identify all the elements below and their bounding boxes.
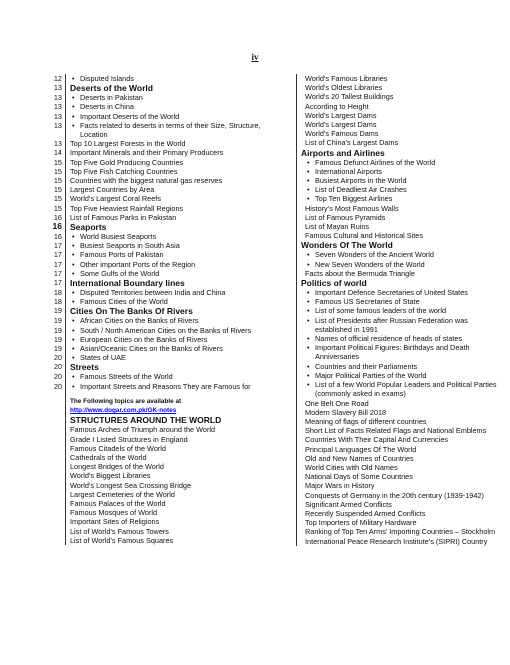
toc-entry: • Famous Cities of the World <box>72 297 168 307</box>
bullet-icon: • <box>307 250 310 260</box>
bullet-icon: • <box>72 250 75 260</box>
bullet-icon: • <box>72 111 75 121</box>
toc-row <box>50 139 286 148</box>
toc-row <box>50 102 286 111</box>
toc-entry: • Deserts in China <box>72 102 134 112</box>
toc-row <box>50 435 286 444</box>
page-ref <box>50 490 66 499</box>
toc-entry: Grade I Listed Structures in England <box>70 434 188 444</box>
page-ref <box>50 462 66 471</box>
toc-entry: Modern Slavery Bill 2018 <box>305 407 387 417</box>
page-ref <box>50 481 66 490</box>
toc-row <box>50 444 286 453</box>
toc-entry: Top Five Gold Producing Countries <box>70 157 184 167</box>
toc-row <box>50 425 286 434</box>
toc-row <box>50 508 286 517</box>
toc-row <box>50 288 286 297</box>
bullet-icon: • <box>307 343 310 353</box>
toc-row <box>50 93 286 102</box>
toc-entry: • Facts related to deserts in terms of their Size, Structure, Location <box>72 120 261 140</box>
toc-entry: World’s Famous Dams <box>305 129 379 139</box>
toc-entry: History’s Most Famous Walls <box>305 203 399 213</box>
section-heading: Deserts of the World <box>70 83 153 94</box>
bullet-icon: • <box>72 353 75 363</box>
toc-entry: Principal Languages Of The World <box>305 444 417 454</box>
bullet-icon: • <box>307 194 310 204</box>
page-ref: 17 <box>50 278 66 288</box>
bullet-icon: • <box>72 344 75 354</box>
page-ref: 14 <box>50 148 66 157</box>
page-ref: 19 <box>50 344 66 353</box>
toc-entry: • Important Streets and Reasons They are Famous for <box>72 381 251 391</box>
bullet-icon: • <box>72 268 75 278</box>
toc-row <box>50 462 286 471</box>
page-ref: 15 <box>50 176 66 185</box>
toc-row <box>50 185 286 194</box>
bullet-icon: • <box>307 297 310 307</box>
toc-entry: Largest Cemeteries of the World <box>70 489 175 499</box>
toc-row <box>50 148 286 157</box>
page-ref: 19 <box>50 326 66 335</box>
bullet-icon: • <box>307 288 310 298</box>
page-ref: 16 <box>50 213 66 222</box>
left-column <box>50 74 286 545</box>
page-ref: 15 <box>50 204 66 213</box>
toc-entry: List of Famous Pyramids <box>305 212 386 222</box>
toc-row <box>50 353 286 362</box>
page-ref: 19 <box>50 335 66 344</box>
toc-entry: Top Importers of Military Hardware <box>305 518 417 528</box>
page-ref: 15 <box>50 158 66 167</box>
bullet-icon: • <box>72 297 75 307</box>
page-ref: 15 <box>50 185 66 194</box>
toc-entry: World’s Largest Coral Reefs <box>70 194 161 204</box>
bullet-icon: • <box>72 74 75 83</box>
bullet-icon: • <box>72 232 75 242</box>
section-heading: Seaports <box>70 222 107 233</box>
toc-row <box>50 167 286 176</box>
toc-entry: • European Cities on the Banks of Rivers <box>72 334 208 344</box>
bullet-icon: • <box>72 102 75 112</box>
bullet-icon: • <box>72 334 75 344</box>
toc-entry: • Top Ten Biggest Airlines <box>307 194 393 204</box>
toc-entry: • Names of official residence of heads of states <box>307 334 463 344</box>
page-ref <box>50 391 66 406</box>
toc-row <box>50 204 286 213</box>
notice-link[interactable]: http://www.dogar.com.pk/GK-notes <box>70 407 177 415</box>
toc-entry: • African Cities on the Banks of Rivers <box>72 316 199 326</box>
toc-entry: Important Minerals and their Primary Producers <box>70 148 224 158</box>
toc-entry: Longest Bridges of the World <box>70 462 164 472</box>
toc-row <box>50 517 286 526</box>
toc-entry: • Busiest Seaports in South Asia <box>72 241 180 251</box>
bullet-icon: • <box>307 370 310 380</box>
toc-row <box>50 158 286 167</box>
toc-entry: Top Five Heaviest Rainfall Regions <box>70 203 184 213</box>
page-ref: 13 <box>50 139 66 148</box>
section-heading: Airports and Airlines <box>301 147 385 158</box>
toc-entry: • Important Political Figures: Birthdays and Death Anniversaries <box>307 343 470 362</box>
page-ref <box>50 536 66 545</box>
page-ref <box>50 471 66 480</box>
toc-entry: World’s Oldest Libraries <box>305 83 383 93</box>
page-number: iv <box>251 52 259 62</box>
toc-entry: • Disputed Territories between India and China <box>72 288 226 298</box>
page-ref: 12 <box>50 74 66 83</box>
toc-row <box>50 213 286 222</box>
bullet-icon: • <box>307 306 310 316</box>
toc-entry: World’s Longest Sea Crossing Bridge <box>70 480 192 490</box>
bullet-icon: • <box>72 120 75 130</box>
bullet-icon: • <box>72 241 75 251</box>
toc-entry: • States of UAE <box>72 353 126 363</box>
page-ref: 17 <box>50 269 66 278</box>
bullet-icon: • <box>72 325 75 335</box>
toc-entry: • List of Presidents after Russian Federation was established in 1991 <box>307 315 468 334</box>
toc-entry: Countries with the biggest natural gas reserves <box>70 176 223 186</box>
notice-text: The Following topics are available at <box>70 397 182 405</box>
toc-entry: Important Sites of Religions <box>70 517 160 527</box>
toc-entry: World’s Famous Libraries <box>305 74 388 83</box>
page-ref: 13 <box>50 93 66 102</box>
toc-entry: Largest Countries by Area <box>70 185 155 195</box>
toc-entry: List of Famous Parks in Pakistan <box>70 212 177 222</box>
toc-row <box>50 112 286 121</box>
toc-row <box>50 372 286 381</box>
bullet-icon: • <box>307 157 310 167</box>
bullet-icon: • <box>72 316 75 326</box>
toc-entry: • Some Gulfs of the World <box>72 268 160 278</box>
toc-entry: Major Wars in History <box>305 481 375 491</box>
toc-row <box>50 176 286 185</box>
toc-entry: Famous Arches of Triumph around the World <box>70 425 216 435</box>
toc-entry: • Countries and their Parliaments <box>307 361 418 371</box>
toc-row <box>50 326 286 335</box>
bullet-icon: • <box>72 93 75 103</box>
toc-row <box>50 471 286 480</box>
page-ref: 20 <box>50 353 66 362</box>
toc-entry: Famous Cultural and Historical Sites <box>305 231 424 241</box>
page-ref: 19 <box>50 316 66 325</box>
page-ref <box>50 406 66 415</box>
toc-entry: • List of some famous leaders of the world <box>307 306 447 316</box>
bullet-icon: • <box>307 166 310 176</box>
toc-entry: Famous Palaces of the World <box>70 498 166 508</box>
toc-row <box>50 269 286 278</box>
toc-entry: • Famous Defunct Airlines of the World <box>307 157 436 167</box>
page-ref: 15 <box>50 194 66 203</box>
toc-entry: World’s Biggest Libraries <box>70 471 151 481</box>
toc-row <box>50 260 286 269</box>
toc-entry: • List of a few World Popular Leaders and Political Parties (commonly asked in exams) <box>307 380 497 399</box>
toc-entry: • Disputed Islands <box>72 74 134 83</box>
toc-entry: • South / North American Cities on the Banks of Rivers <box>72 325 252 335</box>
toc-row <box>50 74 286 83</box>
toc-entry: List of China’s Largest Dams <box>305 138 399 148</box>
section-heading: Cities On The Banks Of Rivers <box>70 306 193 317</box>
bullet-icon: • <box>307 334 310 344</box>
bullet-icon: • <box>72 288 75 298</box>
toc-entry: • Famous Streets of the World <box>72 372 173 382</box>
toc-entry: • Deserts in Pakistan <box>72 93 143 103</box>
toc-entry: Recently Suspended Armed Conflicts <box>305 508 426 518</box>
toc-entry: • Other important Ports of the Region <box>72 259 196 269</box>
toc-row <box>50 499 286 508</box>
page-ref: 13 <box>50 102 66 111</box>
page-ref: 13 <box>50 121 66 139</box>
right-column <box>296 74 497 546</box>
page-ref <box>50 508 66 517</box>
toc-entry: Ranking of Top Ten Arms’ Importing Countries – Stockholm International Peace Research Institute’s (SIPRI) Country <box>305 527 496 546</box>
page-ref: 20 <box>50 372 66 381</box>
page-ref: 13 <box>50 83 66 93</box>
page-ref: 17 <box>50 260 66 269</box>
notice-row <box>50 406 286 415</box>
toc-entry: • Busiest Airports in the World <box>307 176 407 186</box>
toc-entry: Significant Armed Conflicts <box>305 499 392 509</box>
toc-entry: • Major Political Parties of the World <box>307 370 427 380</box>
toc-row <box>50 297 286 306</box>
toc-entry: World’s Largest Dams <box>305 120 377 130</box>
bullet-icon: • <box>72 259 75 269</box>
toc-row <box>50 481 286 490</box>
toc-row <box>50 527 286 536</box>
toc-row <box>50 194 286 203</box>
toc-entry: List of World’s Famous Towers <box>70 526 169 536</box>
toc-entry: World’s Largest Dams <box>305 110 377 120</box>
toc-entry: Old and New Names of Countries <box>305 453 414 463</box>
bullet-icon: • <box>307 259 310 269</box>
notice-row <box>50 391 286 406</box>
page-ref: 16 <box>50 232 66 241</box>
bullet-icon: • <box>307 361 310 371</box>
page-ref <box>50 527 66 536</box>
toc-entry: Facts about the Bermuda Triangle <box>305 268 415 278</box>
toc-entry: • Important Deserts of the World <box>72 111 180 121</box>
page-ref: 16 <box>50 222 66 232</box>
page-ref: 15 <box>50 167 66 176</box>
toc-entry: • Famous US Secretaries of State <box>307 297 420 307</box>
page-ref <box>50 517 66 526</box>
toc-row <box>50 344 286 353</box>
page-ref: 20 <box>50 362 66 372</box>
page-ref: 19 <box>50 306 66 316</box>
page-ref <box>50 444 66 453</box>
toc-row <box>50 415 286 425</box>
section-heading: Wonders Of The World <box>301 240 393 251</box>
toc-row <box>50 536 286 545</box>
page-ref: 13 <box>50 112 66 121</box>
page-ref: 20 <box>50 382 66 391</box>
bullet-icon: • <box>307 185 310 195</box>
toc-row <box>50 121 286 139</box>
toc-row <box>50 250 286 259</box>
toc-entry: World Cities with Old Names <box>305 462 398 472</box>
page-ref: 18 <box>50 297 66 306</box>
section-heading: Politics of world <box>301 278 367 289</box>
toc-entry: • World Busiest Seaports <box>72 232 157 242</box>
toc-entry: Cathedrals of the World <box>70 452 147 462</box>
toc-entry: • Asian/Oceanic Cities on the Banks of Rivers <box>72 344 223 354</box>
toc-row <box>50 316 286 325</box>
toc-entry: • New Seven Wonders of the World <box>307 259 425 269</box>
toc-entry: Countries With Their Capital And Currencies <box>305 435 449 445</box>
toc-entry: Conquests of Germany in the 20th century (1939-1942) <box>305 490 484 500</box>
toc-row <box>50 382 286 391</box>
toc-row <box>50 222 286 232</box>
toc-row <box>50 335 286 344</box>
bullet-icon: • <box>307 380 310 390</box>
toc-entry: Top 10 Largest Forests in the World <box>70 139 186 149</box>
toc-entry: Short List of Facts Related Flags and National Emblems <box>305 426 487 436</box>
toc-row <box>50 490 286 499</box>
page-ref <box>50 453 66 462</box>
toc-entry: National Days of Some Countries <box>305 472 413 482</box>
bullet-icon: • <box>307 315 310 325</box>
section-heading: International Boundary lines <box>70 278 185 289</box>
toc-entry: Famous Mosques of World <box>70 508 158 518</box>
section-heading: Streets <box>70 362 99 373</box>
bullet-icon: • <box>307 176 310 186</box>
toc-entry: • International Airports <box>307 166 382 176</box>
bullet-icon: • <box>72 381 75 391</box>
page-ref <box>50 499 66 508</box>
bullet-icon: • <box>72 372 75 382</box>
toc-entry: One Belt One Road <box>305 398 369 408</box>
toc-entry: • List of Deadliest Air Crashes <box>307 185 407 195</box>
toc-entry: List of Mayan Ruins <box>305 222 370 232</box>
toc-row <box>50 278 286 288</box>
page-ref: 17 <box>50 250 66 259</box>
toc-entry: List of World’s Famous Squares <box>70 535 174 545</box>
toc-row <box>50 362 286 372</box>
toc-row <box>50 306 286 316</box>
toc-row <box>50 83 286 93</box>
page-ref: 18 <box>50 288 66 297</box>
toc-entry: World’s 20 Tallest Buildings <box>305 92 394 102</box>
toc-row <box>50 232 286 241</box>
toc-entry: • Seven Wonders of the Ancient World <box>307 250 434 260</box>
toc-row <box>50 241 286 250</box>
toc-entry: Famous Citadels of the World <box>70 443 166 453</box>
toc-entry: • Important Defence Secretaries of United States <box>307 288 468 298</box>
toc-entry: Meaning of flags of different countries <box>305 416 427 426</box>
toc-entry: Top Five Fish Catching Countries <box>70 166 178 176</box>
toc-entry: • Famous Ports of Pakistan <box>72 250 164 260</box>
section-heading: STRUCTURES AROUND THE WORLD <box>70 415 222 426</box>
page-ref <box>50 435 66 444</box>
toc-row <box>50 453 286 462</box>
page-ref: 17 <box>50 241 66 250</box>
toc-entry: According to Height <box>305 101 369 111</box>
page-ref <box>50 415 66 425</box>
page-ref <box>50 425 66 434</box>
